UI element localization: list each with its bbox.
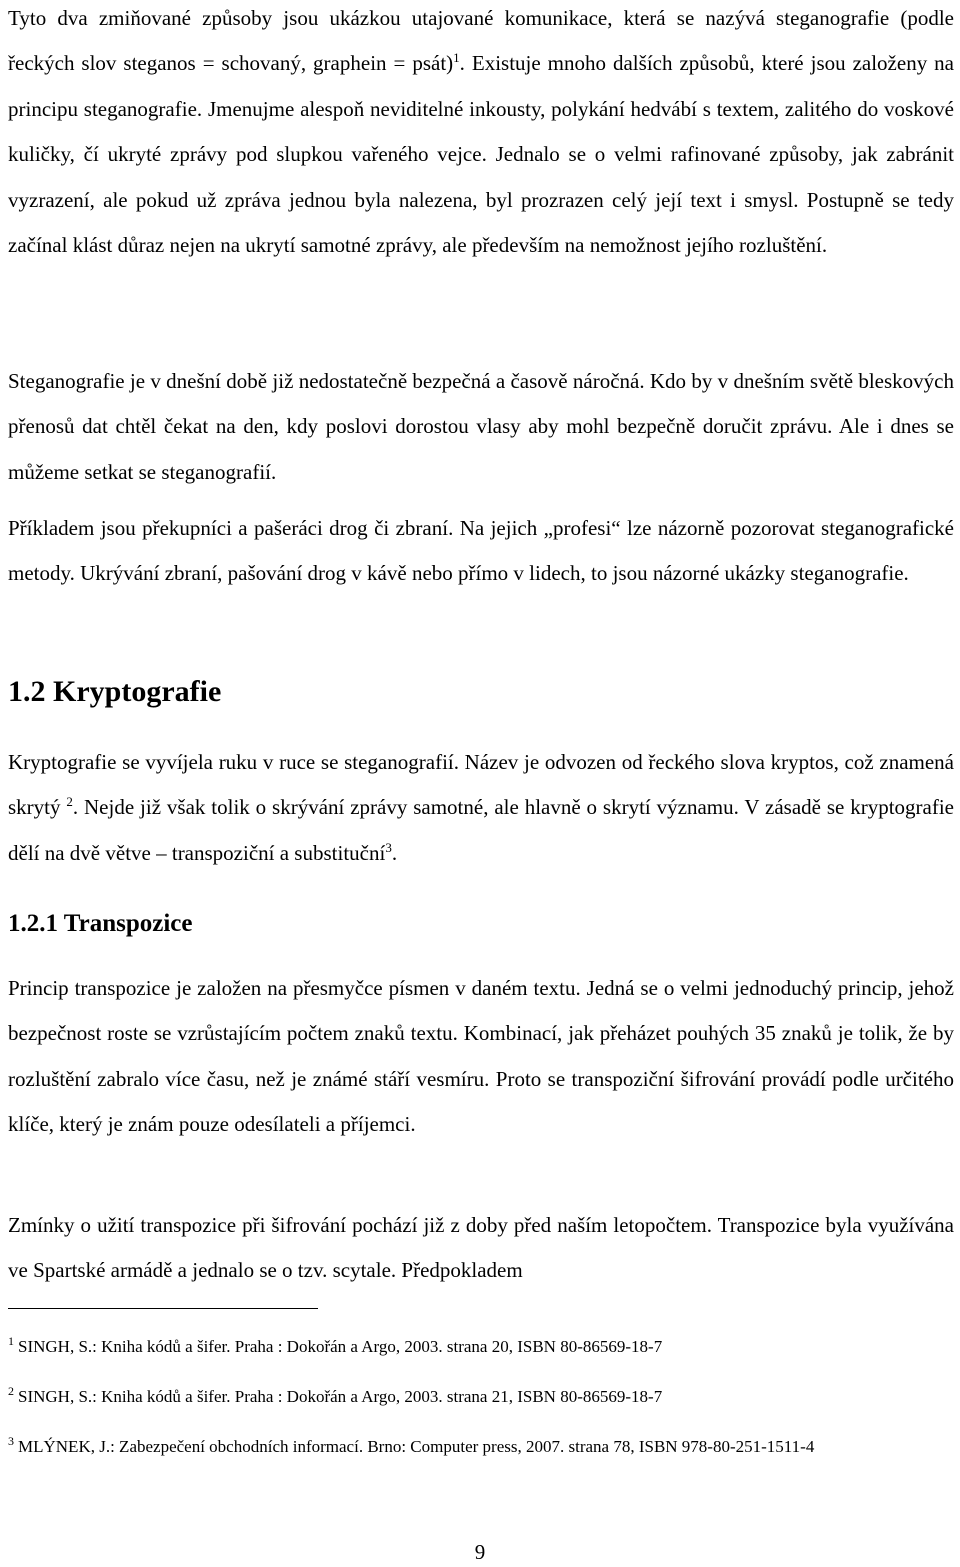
- footnote-ref-3: 3: [385, 839, 392, 855]
- footnote-2: [8, 1379, 954, 1415]
- footnote-text: SINGH, S.: Kniha kódů a šifer. Praha : Dokořán a Argo, 2003. strana 21, ISBN 80-86569-18-7: [18, 1387, 663, 1406]
- paragraph-text: Tyto dva zmiňované způsoby jsou ukázkou utajované komunikace, která se nazývá steganografie (podle řeckých slov steganos = schovaný, graphein = psát): [8, 6, 954, 76]
- footnote-number: 1: [8, 1334, 14, 1349]
- paragraph-steganography-today: Steganografie je v dnešní době již nedostatečně bezpečná a časově náročná. Kdo by v dnešním světě bleskových přenosů dat chtěl čekat na den, kdy poslovi dorostou vlasy aby mohl bezpečně doručit zprávu. Ale i dnes se můžeme setkat se steganografií.: [8, 369, 954, 484]
- paragraph-text: Kryptografie se vyvíjela ruku v ruce se steganografií. Název je odvozen od řeckého slova kryptos, což znamená skrytý: [8, 750, 954, 820]
- paragraph-smugglers: Příkladem jsou překupníci a pašeráci drog či zbraní. Na jejich „profesi“ lze názorně pozorovat steganografické metody. Ukrývání zbraní, pašování drog v kávě nebo přímo v lidech, to jsou názorné ukázky steganografie.: [8, 516, 954, 586]
- paragraph-text: . Nejde již však tolik o skrývání zprávy samotné, ale hlavně o skrytí významu. V zásadě se kryptografie dělí na dvě větve – transpoziční a substituční: [8, 795, 955, 865]
- paragraph-cryptography: [8, 740, 954, 876]
- paragraph-steganography-intro: [8, 0, 954, 268]
- paragraph-transposition: Princip transpozice je založen na přesmyčce písmen v daném textu. Jedná se o velmi jednoduchý princip, jehož bezpečnost roste se vzrůstajícím počtem znaků textu. Kombinací, jak přeházet pouhých 35 znaků je tolik, že by rozluštění zabralo více času, než je známé stáří vesmíru. Proto se transpoziční šifrování provádí podle určitého klíče, který je znám pouze odesílateli a příjemci.: [8, 976, 954, 1137]
- footnote-ref-1: 1: [453, 50, 460, 66]
- footnote-number: 3: [8, 1434, 14, 1449]
- footnote-separator: [8, 1308, 318, 1309]
- footnote-text: SINGH, S.: Kniha kódů a šifer. Praha : Dokořán a Argo, 2003. strana 20, ISBN 80-86569-18-7: [18, 1337, 663, 1356]
- footnote-text: MLÝNEK, J.: Zabezpečení obchodních informací. Brno: Computer press, 2007. strana 78, ISBN 978-80-251-1511-4: [18, 1437, 815, 1456]
- footnote-1: [8, 1329, 954, 1365]
- paragraph-text: . Existuje mnoho dalších způsobů, které jsou založeny na principu steganografie. Jmenujme alespoň neviditelné inkousty, polykání hedvábí s textem, zalitého do voskové kuličky, čí ukryté zprávy pod slupkou vařeného vejce. Jednalo se o velmi rafinované způsoby, jak zabránit vyzrazení, ale pokud už zpráva jednou byla nalezena, byl prozrazen celý její text i smysl. Postupně se tedy začínal klást důraz nejen na ukrytí samotné zprávy, ale především na nemožnost jejího rozluštění.: [8, 51, 954, 258]
- section-heading: 1.2 Kryptografie: [8, 675, 222, 708]
- footnote-3: [8, 1429, 954, 1465]
- paragraph-text: .: [391, 840, 398, 865]
- paragraph-transposition-history: Zmínky o užití transpozice při šifrování pochází již z doby před naším letopočtem. Transpozice byla využívána ve Spartské armádě a jednalo se o tzv. scytale. Předpokladem: [8, 1213, 954, 1283]
- subsection-heading: 1.2.1 Transpozice: [8, 910, 193, 937]
- footnote-number: 2: [8, 1384, 14, 1399]
- page-number: 9: [474, 1540, 486, 1564]
- footnote-ref-2: 2: [66, 794, 73, 810]
